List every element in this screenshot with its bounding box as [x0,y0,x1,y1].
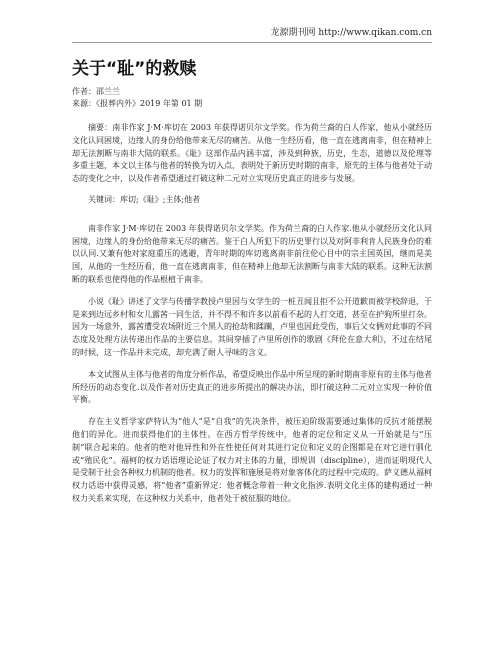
header-site[interactable]: 龙源期刊网 http://www.qikan.com.cn [270,28,432,38]
article-body [72,58,432,506]
author-line: 作者：邵兰兰 [72,87,120,96]
article-title: 关于“耻”的救赎 [72,59,197,79]
body-paragraph-3: 本文试图从主体与他者的角度分析作品，希望反映出作品中所呈现的新时期南非原有的主体与他者所经历的动态变化.以及作者对历史真正的进步所提出的解决办法，即打破这种二元对立实现一种价值平衡。 [72,369,432,405]
running-header [72,26,432,43]
keywords: 关键词：库切;《耻》;主体;他者 [88,194,201,204]
source-line: 来源：《报葬内外》2019 年第 01 期 [72,99,203,108]
body-paragraph-2: 小说《耻》讲述了文学与传播学教授卢里因与女学生的一桩丑闻且拒不公开道歉而被学校辞退，于是来到边远乡村和女儿露茜一同生活，并不得不和许多以前看不起的人打交道，甚至在护狗所里打杂。因为一场意外，露茜遭受农场附近三个黑人的抢劫和蹂躏，卢里也因此受伤，事后父女俩对此事的不同态度及处理方法传递出作品的主要信息。其间穿插了卢里所创作的歌剧《拜伦在意大利》，不过在结尾的时候，这一作品并未完成，却充满了耐人寻味的含义。 [72,296,432,357]
abstract: 摘要：南非作家 J·M·库切在 2003 年获得诺贝尔文学奖。作为荷兰裔的白人作家，他从小就经历文化认同困境，边缘人的身份给他带来无尽的痛苦。从他一生经历看，他一直在逃离南非，但在精神上却无法割断与南非大陆的联系。《耻》这部作品内涵丰富，涉及到种族，历史，生态，道德以及伦理等多重主题，本文以主体与他者的转换为切入点，表明处于新历史时期的南非，原先的主体与他者处于动态的变化之中，以及作者希望通过打破这种二元对立实现历史真正的进步与发展。 [72,123,432,184]
body-paragraph-4: 存在主义哲学家萨特认为“他人”是“自我”的先决条件，被压迫阶级需要通过集体的反抗才能摆脱他们的异化。进而获得他们的主体性。在西方哲学传统中，他者的定位和定义从一开始就是与“压制”联合起来的。他者的绝对他异性和外在性使任何对其进行定位和定义的企图都是在对它进行驯化或“殖民化”。福柯的权力话语理论论证了权力对主体的力量，即规训（discipline），进而证明现代人是受制于社会各种权力机制的他者。权力的发挥和施展是将对象客体化的过程中完成的。萨义德从福柯权力话语中获得灵感，将“他者”重新界定：他者概念带着一种文化指涉.表明文化主体的建构通过一种权力关系来实现，在这种权力关系中，他者处于被征服的地位。 [72,417,432,503]
body-paragraph-1: 南非作家 J·M·库切在 2003 年获得诺贝尔文学奖。作为荷兰裔的白人作家.他从小就经历文化认同困境，边缘人的身份给他带来无尽的痛苦。鉴于白人所犯下的历史罪行以及对阿非利肯人民族身份的难以认同.又兼有他对家庭重压的逃避，青年时期的库切逃离南非前往伦心目中的宗主国英国，继而是美国，从他的一生经历看，他一直在逃离南非，但在精神上他却无法割断与南非大陆的联系。这种无法割断的联系也使得他的作品根植于南非。 [72,223,432,284]
